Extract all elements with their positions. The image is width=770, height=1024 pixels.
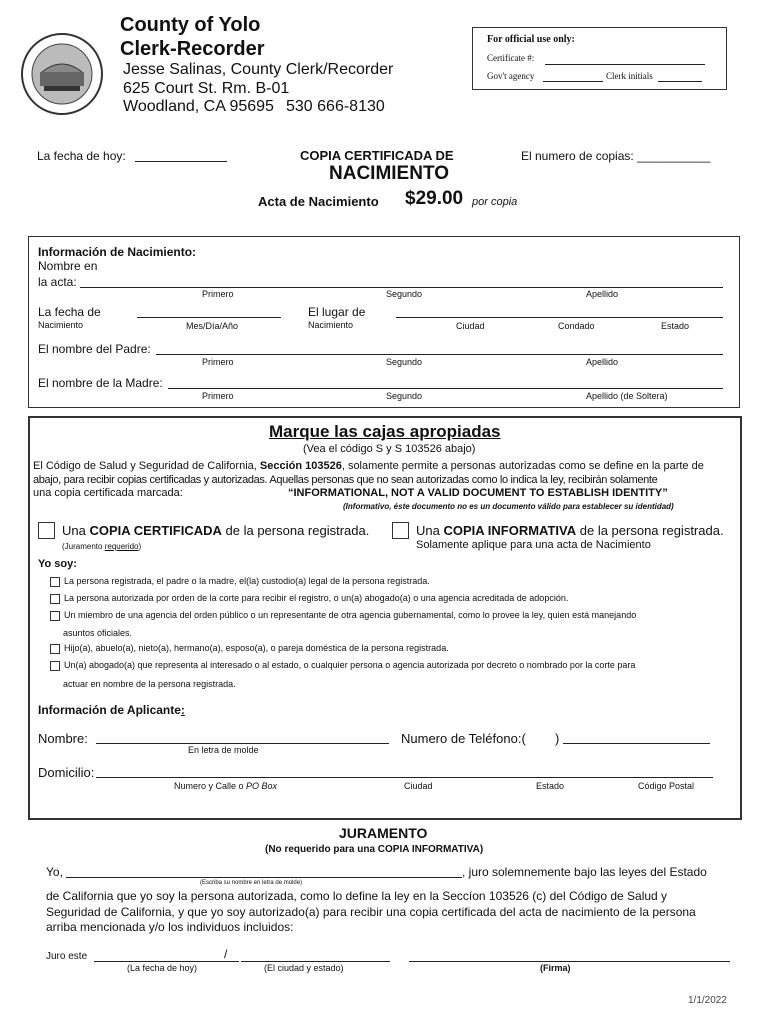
hint-calle — [174, 781, 277, 791]
marque-sub: (Vea el código S y S 103526 abajo) — [303, 443, 476, 455]
juramento-title: JURAMENTO — [339, 825, 428, 841]
option-3-text-b: asuntos oficiales. — [63, 628, 133, 638]
father-hint-segundo: Segundo — [386, 357, 423, 367]
informative-copy-checkbox[interactable] — [392, 522, 409, 539]
mother-hint-apellido: Apellido (de Soltera) — [586, 391, 668, 401]
option-5-checkbox[interactable] — [50, 661, 60, 671]
option-5 — [50, 660, 635, 671]
county-name: County of Yolo — [120, 14, 261, 36]
hint-ciudad-estado: (El ciudad y estado) — [264, 963, 344, 973]
birthdate-label-l1: La fecha de — [38, 305, 101, 319]
hint-mesdia: Mes/Día/Año — [186, 321, 239, 331]
applicant-heading-text: Información de Aplicante — [38, 703, 181, 717]
juramento-required — [62, 542, 141, 551]
option-4-text: Hijo(a), abuelo(a), nieto(a), hermano(a), esposo(a), o pareja doméstica de la persona registrada. — [64, 643, 449, 653]
cert-post: de la persona registrada. — [225, 523, 370, 538]
birthdate-field[interactable] — [137, 317, 281, 318]
law-p1-section: Sección 103526 — [259, 460, 342, 472]
option-4 — [50, 643, 449, 654]
option-1-text: La persona registrada, el padre o la madre, el(la) custodio(a) legal de la persona registrada. — [64, 576, 430, 586]
father-name-field[interactable] — [156, 354, 723, 355]
address-field[interactable] — [96, 777, 713, 778]
certificate-label: Certificate #: — [487, 53, 535, 63]
hint-condado: Condado — [558, 321, 595, 331]
hint-app-estado: Estado — [536, 781, 565, 791]
phone: 530 666-8130 — [286, 98, 385, 115]
applicant-name-hint: En letra de molde — [188, 745, 259, 755]
mother-label: El nombre de la Madre: — [38, 376, 163, 390]
office-name: Clerk-Recorder — [120, 38, 265, 60]
law-p3: una copia certificada marcada: — [33, 487, 183, 499]
birthplace-label-l1: El lugar de — [308, 305, 366, 319]
applicant-name-field[interactable] — [96, 743, 389, 744]
law-p1-post: , solamente permite a personas autorizadas como se define en la parte de — [341, 460, 704, 472]
official-title: For official use only: — [487, 34, 575, 45]
hint-app-postal: Código Postal — [638, 781, 695, 791]
county-seal — [20, 32, 104, 116]
hint-ciudad: Ciudad — [456, 321, 485, 331]
juro-text: , juro solemnemente bajo las leyes del Estado — [462, 865, 707, 879]
hint-fecha-hoy: (La fecha de hoy) — [127, 963, 198, 973]
hint-apellido: Apellido — [586, 289, 619, 299]
mother-hint-primero: Primero — [202, 391, 234, 401]
price: $29.00 — [405, 188, 464, 209]
copia-title: COPIA CERTIFICADA DE — [300, 148, 454, 163]
jr-u: requerido — [104, 542, 139, 551]
yo-label: Yo, — [46, 865, 63, 879]
address-line1: 625 Court St. Rm. B-01 — [123, 80, 290, 97]
acta-label: Acta de Nacimiento — [258, 194, 379, 209]
father-hint-primero: Primero — [202, 357, 234, 367]
option-3-checkbox[interactable] — [50, 611, 60, 621]
applicant-name-label: Nombre: — [38, 731, 88, 746]
father-label: El nombre del Padre: — [38, 342, 151, 356]
oath-p2: Seguridad de California, y que yo soy autorizado(a) para recibir una copia certificada del acta de nacimiento de la persona — [46, 905, 696, 919]
marque-title: Marque las cajas apropiadas — [269, 422, 501, 441]
info-bold: COPIA INFORMATIVA — [443, 523, 577, 538]
juro-este-label: Juro este — [46, 951, 88, 962]
clerk-label: Clerk initials — [606, 71, 653, 81]
info-post: de la persona registrada. — [579, 523, 724, 538]
option-2-checkbox[interactable] — [50, 594, 60, 604]
address-label: Domicilio: — [38, 765, 95, 780]
hint-po-box: PO Box — [246, 781, 278, 791]
official-use-box — [472, 27, 727, 90]
name-label-l1: Nombre en — [38, 259, 98, 273]
option-1 — [50, 576, 430, 587]
hint-firma: (Firma) — [540, 963, 571, 973]
hint-calle-pre: Numero y Calle o — [174, 781, 244, 791]
agency-label: Gov't agency — [487, 71, 535, 81]
info-sub: Solamente aplique para una acta de Nacimiento — [416, 539, 651, 551]
cert-pre: Una — [62, 523, 86, 538]
yosoy-label: Yo soy: — [38, 558, 77, 570]
oath-date-field[interactable] — [94, 961, 239, 962]
father-hint-apellido: Apellido — [586, 357, 619, 367]
option-5-text: Un(a) abogado(a) que representa al interesado o al estado, o cualquier persona o agencia autorizada por decreto o nombrado por la corte para — [64, 660, 636, 670]
recorder-name: Jesse Salinas, County Clerk/Recorder — [123, 61, 394, 78]
escriba-hint: (Escriba su nombre en letra de molde) — [200, 880, 303, 886]
oath-p3: arriba mencionada y/o los individuos incluidos: — [46, 920, 294, 934]
nacimiento-title: NACIMIENTO — [329, 163, 449, 184]
birth-heading: Información de Nacimiento: — [38, 245, 197, 259]
copies-label: El numero de copias: ___________ — [521, 149, 711, 163]
option-1-checkbox[interactable] — [50, 577, 60, 587]
certified-copy-label — [62, 523, 369, 538]
mother-hint-segundo: Segundo — [386, 391, 423, 401]
certified-copy-checkbox[interactable] — [38, 522, 55, 539]
date-slash: / — [224, 947, 228, 961]
applicant-heading — [38, 703, 185, 717]
birthplace-field[interactable] — [396, 317, 723, 318]
oath-p1: de California que yo soy la persona autorizada, como lo define la ley en la Seccíon 103526 (c) del Código de Salud y — [46, 889, 668, 903]
mother-name-field[interactable] — [168, 388, 723, 389]
cert-bold: COPIA CERTIFICADA — [89, 523, 222, 538]
applicant-colon: : — [180, 703, 185, 717]
option-3 — [50, 610, 636, 621]
date-field[interactable] — [135, 161, 227, 162]
hint-primero: Primero — [202, 289, 234, 299]
birthplace-label-l2: Nacimiento — [308, 320, 354, 330]
hint-estado: Estado — [661, 321, 690, 331]
option-3-text: Un miembro de una agencia del orden público o un representante de otra agencia gubernamental, como lo provee la ley, quien está manejando — [64, 610, 637, 620]
signature-field[interactable] — [409, 961, 730, 962]
phone-field[interactable] — [563, 743, 710, 744]
birthdate-label-l2: Nacimiento — [38, 320, 84, 330]
jr-post: ) — [138, 542, 142, 551]
info-pre: Una — [416, 523, 440, 538]
option-5-text-b: actuar en nombre de la persona registrada. — [63, 679, 236, 689]
date-label: La fecha de hoy: — [37, 149, 126, 163]
informativo-note: (Informativo, éste documento no es un documento válido para establecer su identidad) — [343, 502, 674, 511]
footer-date: 1/1/2022 — [688, 995, 727, 1006]
informative-copy-label — [416, 523, 724, 538]
phone-label: Numero de Teléfono:( — [401, 731, 526, 746]
hint-app-ciudad: Ciudad — [404, 781, 433, 791]
per-copy: por copia — [472, 196, 518, 208]
law-p1-pre: El Código de Salud y Seguridad de California, — [33, 460, 257, 472]
law-p1 — [33, 460, 704, 472]
phone-close: ) — [555, 731, 560, 746]
child-name-field[interactable] — [80, 287, 723, 288]
law-p2: abajo, para recibir copias certificadas y autorizadas. Aquellas personas que no sean autorizadas como lo indica la ley, recibirán solamente — [33, 474, 658, 486]
option-2-text: La persona autorizada por orden de la corte para recibir el registro, o un(a) abogado(a) o una agencia acreditada de adopción. — [64, 593, 569, 603]
informational-stamp: “INFORMATIONAL, NOT A VALID DOCUMENT TO ESTABLISH IDENTITY” — [288, 487, 668, 499]
address-line2: Woodland, CA 95695 — [123, 98, 274, 115]
name-label-l2: la acta: — [38, 275, 77, 289]
jr-pre: (Juramento — [62, 542, 103, 551]
option-2 — [50, 593, 568, 604]
juramento-sub: (No requerido para una COPIA INFORMATIVA) — [265, 844, 484, 855]
oath-name-field[interactable] — [66, 877, 462, 878]
hint-segundo: Segundo — [386, 289, 423, 299]
option-4-checkbox[interactable] — [50, 644, 60, 654]
oath-place-field[interactable] — [241, 961, 390, 962]
